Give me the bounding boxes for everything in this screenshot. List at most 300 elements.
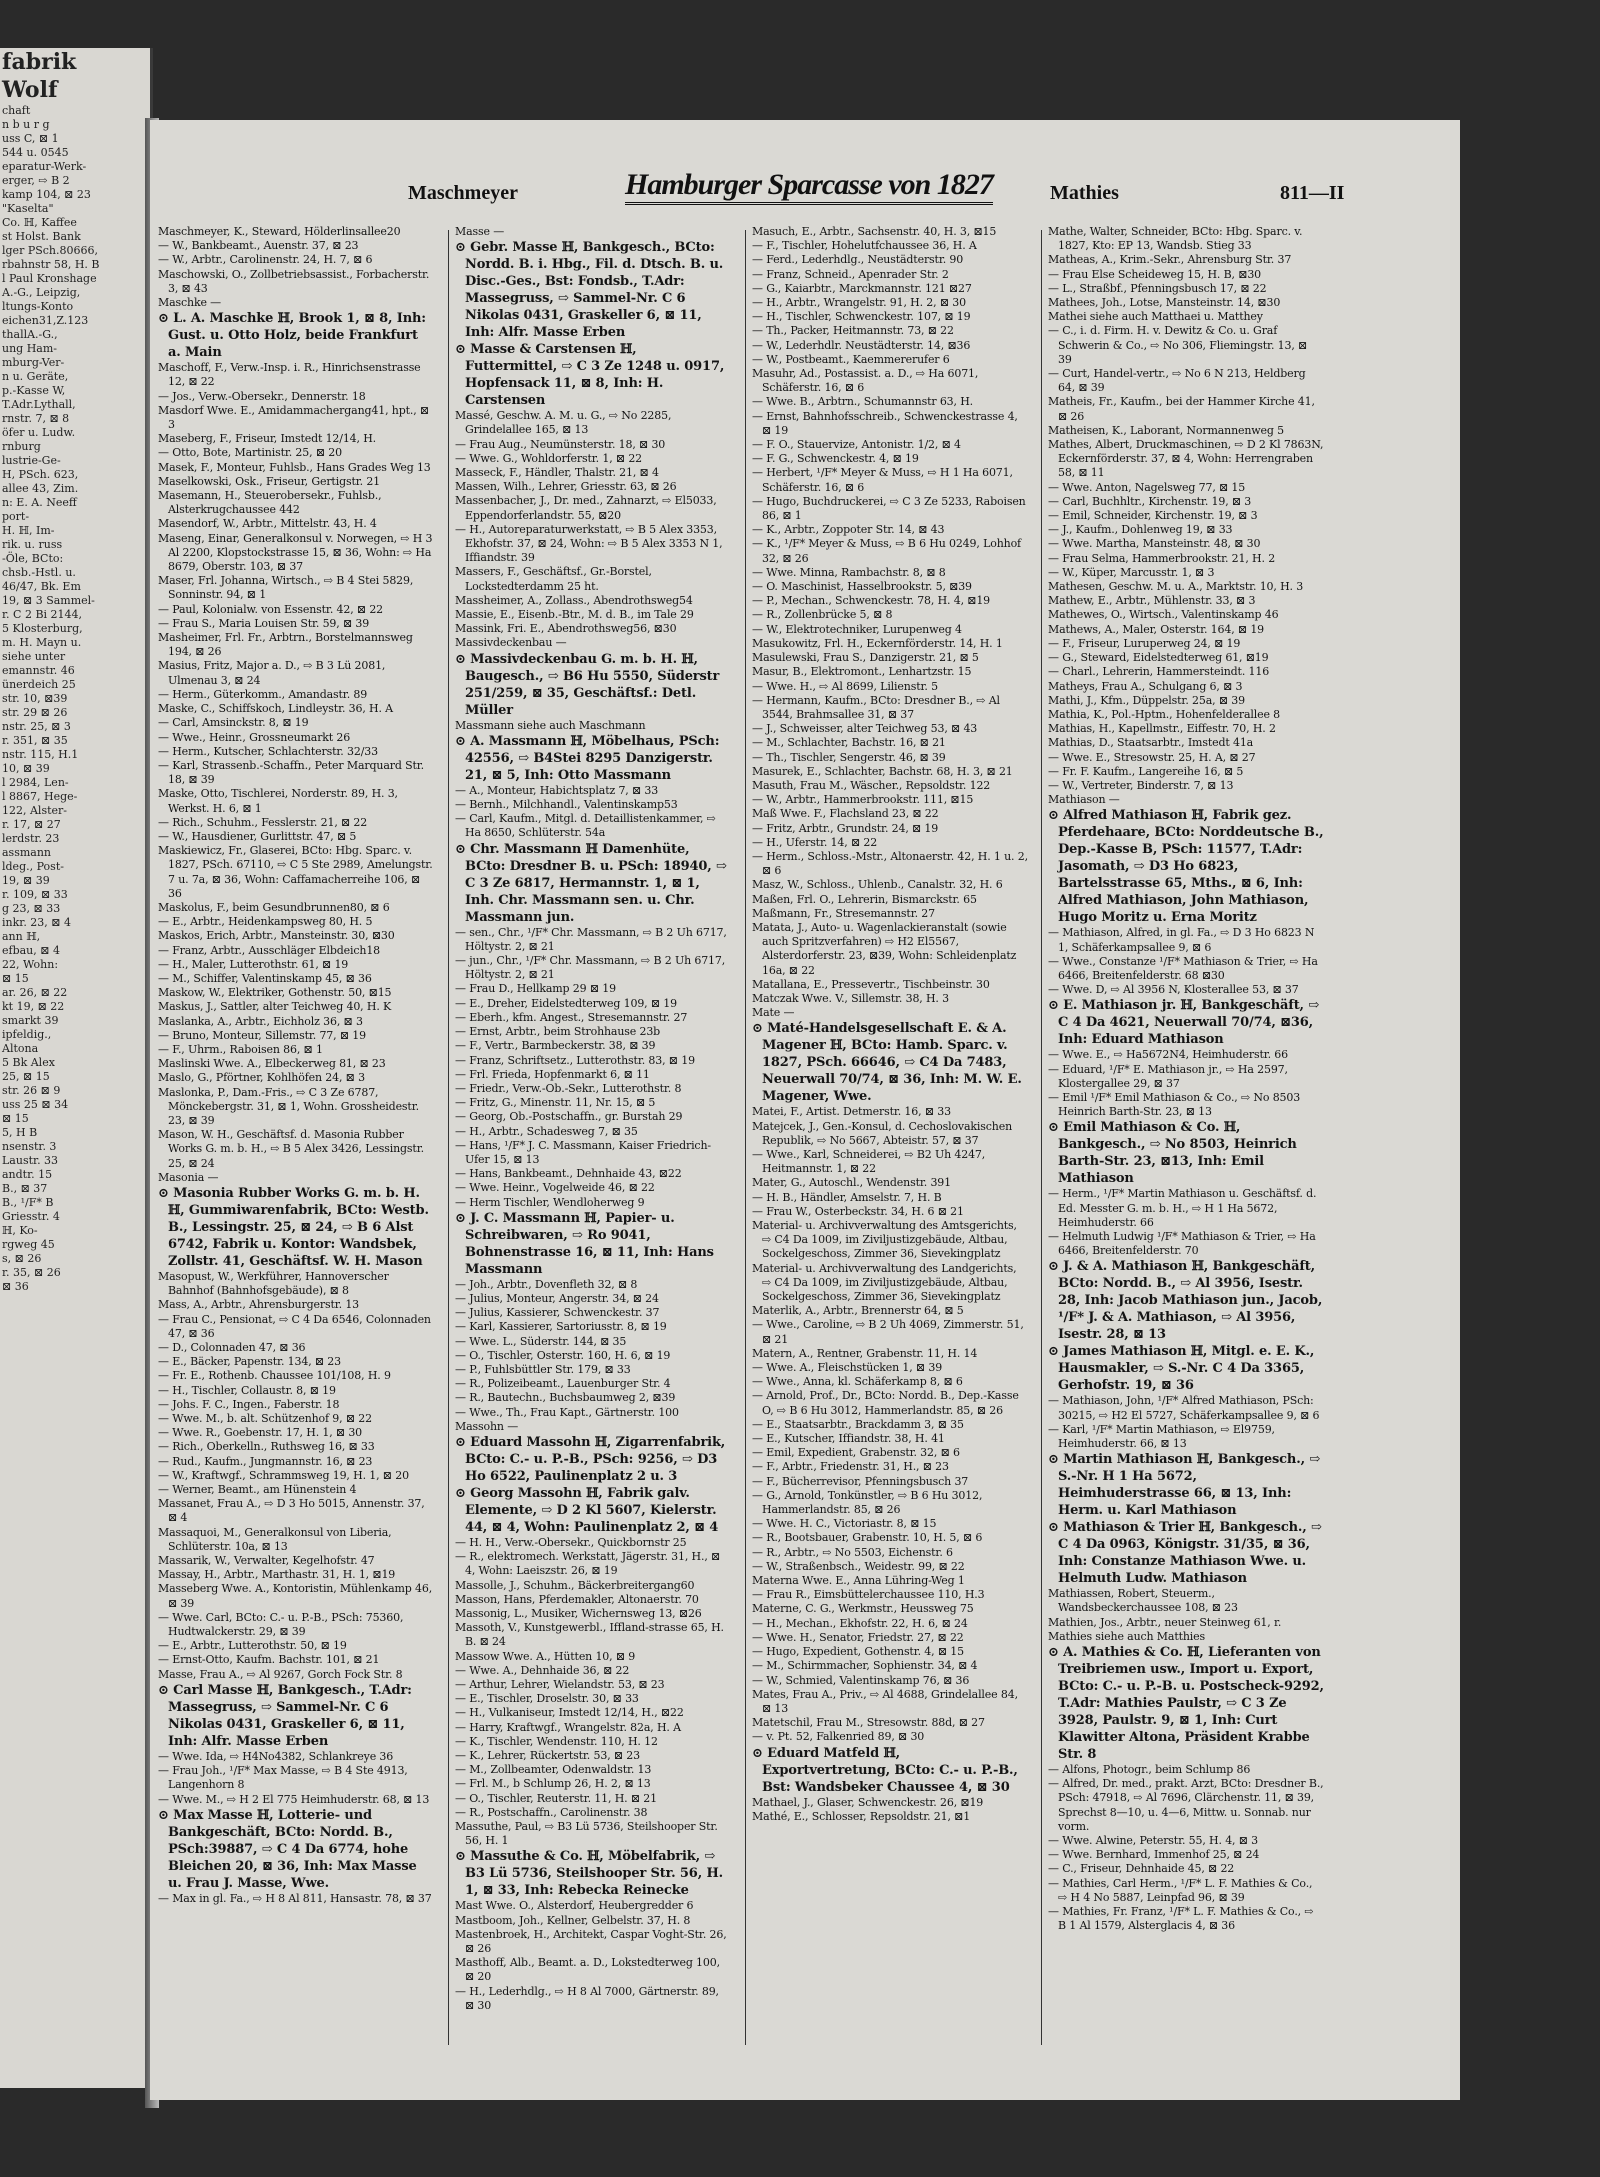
left-page-line: 19, ⊠ 39 bbox=[2, 874, 50, 887]
directory-entry: Mathé, E., Schlosser, Repsoldstr. 21, ⊠1 bbox=[752, 1809, 971, 1823]
directory-entry: — Franz, Schriftsetz., Lutterothstr. 83, ⊠ 19 bbox=[455, 1053, 695, 1067]
directory-entry: — Wwe., Constanze ¹/F* Mathiason & Trier, ⇨ Ha 6466, Breitenfelderstr. 68 ⊠30 bbox=[1048, 954, 1318, 982]
directory-entry: ⊙ Georg Massohn ℍ, Fabrik galv. Elemente, ⇨ D 2 Kl 5607, Kielerstr. 44, ⊠ 4, Wohn: Paulinenplatz 2, ⊠ 4 bbox=[455, 1485, 719, 1535]
directory-entry: — E., Dreher, Eidelstedterweg 109, ⊠ 19 bbox=[455, 996, 677, 1010]
directory-entry: Matallana, E., Pressevertr., Tischbeinstr. 30 bbox=[752, 977, 990, 991]
directory-entry: Mater, G., Autoschl., Wendenstr. 391 bbox=[752, 1176, 951, 1190]
column-rule bbox=[745, 230, 746, 2045]
directory-entry: — R., Polizeibeamt., Lauenburger Str. 4 bbox=[455, 1377, 671, 1391]
left-page-line: H, PSch. 623, bbox=[2, 468, 79, 481]
directory-entry: — Wwe. R., Goebenstr. 17, H. 1, ⊠ 30 bbox=[158, 1426, 363, 1440]
directory-entry: Matata, J., Auto- u. Wagenlackieranstalt (sowie auch Spritzverfahren) ⇨ H2 El5567, Alsterdorferstr. 23, ⊠39, Wohn: Schleidenplatz 16a, ⊠ 22 bbox=[752, 920, 1017, 977]
directory-entry: Masdorf Wwe. E., Amidammachergang41, hpt., ⊠ 3 bbox=[158, 403, 429, 432]
directory-entry: Maskiewicz, Fr., Glaserei, BCto: Hbg. Sparc. v. 1827, PSch. 67110, ⇨ C 5 Ste 2989, Amelungstr. 7 u. 7a, ⊠ 36, Wohn: Caffamacherreihe 106, ⊠ 36 bbox=[158, 844, 433, 900]
directory-entry: — Frl. Frieda, Hopfenmarkt 6, ⊠ 11 bbox=[455, 1067, 650, 1081]
left-page-line: rgweg 45 bbox=[2, 1238, 55, 1251]
directory-entry: — M., Schlachter, Bachstr. 16, ⊠ 21 bbox=[752, 736, 946, 750]
left-page-line: n u. Geräte, bbox=[2, 370, 69, 383]
directory-entry: — Wwe. H. C., Victoriastr. 8, ⊠ 15 bbox=[752, 1517, 937, 1531]
directory-entry: — Eduard, ¹/F* E. Mathiason jr., ⇨ Ha 2597, Klostergallee 29, ⊠ 37 bbox=[1048, 1062, 1288, 1090]
directory-entry: — Herm., ¹/F* Martin Mathiason u. Geschäftsf. d. Ed. Messter G. m. b. H., ⇨ H 1 Ha 5672, Heimhuderstr. 66 bbox=[1048, 1187, 1317, 1229]
directory-entry: — Wwe. E., Stresowstr. 25, H. A, ⊠ 27 bbox=[1048, 750, 1256, 764]
directory-entry: — H., Lederhdlg., ⇨ H 8 Al 7000, Gärtnerstr. 89, ⊠ 30 bbox=[455, 1984, 719, 2012]
directory-entry: Masseberg Wwe. A., Kontoristin, Mühlenkamp 46, ⊠ 39 bbox=[158, 1582, 433, 1610]
directory-entry: — Eberh., kfm. Angest., Stresemannstr. 27 bbox=[455, 1010, 688, 1024]
directory-entry: ⊙ James Mathiason ℍ, Mitgl. e. E. K., Hausmakler, ⇨ S.-Nr. C 4 Da 3365, Gerhofstr. 19, ⊠ 36 bbox=[1048, 1344, 1315, 1394]
directory-entry: — F., Arbtr., Friedenstr. 31, H., ⊠ 23 bbox=[752, 1460, 949, 1474]
directory-entry: — Alfred, Dr. med., prakt. Arzt, BCto: Dresdner B., PSch: 47918, ⇨ Al 7696, Clärchenstr. 11, ⊠ 39, Sprechst 8—10, u. 4—6, Mittw. u. Sonnab. nur vorm. bbox=[1048, 1777, 1324, 1833]
left-page-line: ⊠ 15 bbox=[2, 972, 29, 985]
directory-entry: — E., Arbtr., Lutterothstr. 50, ⊠ 19 bbox=[158, 1639, 347, 1653]
left-page-line: ann ℍ, bbox=[2, 930, 41, 943]
directory-entry: Masse — bbox=[455, 225, 505, 238]
directory-entry: Masseck, F., Händler, Thalstr. 21, ⊠ 4 bbox=[455, 466, 659, 480]
directory-entry: — Wwe. Bernhard, Immenhof 25, ⊠ 24 bbox=[1048, 1848, 1260, 1862]
left-page-line: lerdstr. 23 bbox=[2, 832, 60, 845]
directory-entry: Massheimer, A., Zollass., Abendrothsweg54 bbox=[455, 593, 693, 607]
directory-entry: Matern, A., Rentner, Grabenstr. 11, H. 14 bbox=[752, 1346, 978, 1360]
directory-entry: — Herm Tischler, Wendloherweg 9 bbox=[455, 1195, 645, 1209]
directory-entry: — Wwe. E., ⇨ Ha5672N4, Heimhuderstr. 66 bbox=[1048, 1048, 1289, 1062]
directory-entry: Maskolus, F., beim Gesundbrunnen80, ⊠ 6 bbox=[158, 900, 390, 914]
directory-entry: — M., Schiffer, Valentinskamp 45, ⊠ 36 bbox=[158, 971, 372, 985]
directory-entry: Mathi, J., Kfm., Düppelstr. 25a, ⊠ 39 bbox=[1048, 693, 1245, 707]
directory-entry: — Hermann, Kaufm., BCto: Dresdner B., ⇨ Al 3544, Brahmsallee 31, ⊠ 37 bbox=[752, 693, 1000, 721]
header-last-entry: Mathies bbox=[1050, 182, 1119, 204]
left-page-line: nsenstr. 3 bbox=[2, 1140, 57, 1153]
left-page-line: andtr. 15 bbox=[2, 1168, 53, 1181]
directory-entry: Massarik, W., Verwalter, Kegelhofstr. 47 bbox=[158, 1554, 375, 1568]
left-page-line: ung Ham- bbox=[2, 342, 58, 355]
left-page-line: 5 Klosterburg, bbox=[2, 622, 83, 635]
left-page-line: 46/47, Bk. Em bbox=[2, 580, 81, 593]
left-page-line: p.-Kasse W, bbox=[2, 384, 66, 397]
directory-entry: — Wwe. M., b. alt. Schützenhof 9, ⊠ 22 bbox=[158, 1412, 372, 1426]
directory-entry: — Joh., Arbtr., Dovenfleth 32, ⊠ 8 bbox=[455, 1277, 638, 1291]
directory-entry: Maskow, W., Elektriker, Gothenstr. 50, ⊠15 bbox=[158, 986, 392, 1000]
directory-entry: — Arthur, Lehrer, Wielandstr. 53, ⊠ 23 bbox=[455, 1678, 665, 1691]
directory-entry: — Helmuth Ludwig ¹/F* Mathiason & Trier, ⇨ Ha 6466, Breitenfelderstr. 70 bbox=[1048, 1229, 1316, 1258]
directory-entry: Mates, Frau A., Priv., ⇨ Al 4688, Grindelallee 84, ⊠ 13 bbox=[752, 1687, 1018, 1715]
directory-entry: Massuthe, Paul, ⇨ B3 Lü 5736, Steilshooper Str. 56, H. 1 bbox=[455, 1820, 718, 1848]
left-page-line: "Kaselta" bbox=[2, 202, 54, 215]
left-page-line: siehe unter bbox=[2, 650, 66, 663]
directory-entry: Mathes, Albert, Druckmaschinen, ⇨ D 2 Kl 7863N, Eckernförderstr. 37, ⊠ 4, Wohn: Herrengraben 58, ⊠ 11 bbox=[1048, 438, 1324, 480]
left-page-line: ünerdeich 25 bbox=[2, 678, 76, 691]
directory-entry: Masopust, W., Werkführer, Hannoverscher Bahnhof (Bahnhofsgebäude), ⊠ 8 bbox=[158, 1270, 389, 1298]
directory-entry: — Frau S., Maria Louisen Str. 59, ⊠ 39 bbox=[158, 616, 370, 630]
column-1 bbox=[158, 225, 434, 2050]
directory-entry: Maschowski, O., Zollbetriebsassist., Forbacherstr. 3, ⊠ 43 bbox=[158, 267, 430, 295]
directory-entry: Masuth, Frau M., Wäscher., Repsoldstr. 122 bbox=[752, 778, 991, 792]
directory-entry: Mathiassen, Robert, Steuerm., Wandsbeckerchaussee 108, ⊠ 23 bbox=[1048, 1587, 1238, 1615]
directory-entry: — Herm., Kutscher, Schlachterstr. 32/33 bbox=[158, 744, 378, 758]
directory-entry: Masurek, E., Schlachter, Bachstr. 68, H. 3, ⊠ 21 bbox=[752, 764, 1013, 778]
left-page-line: lustrie-Ge- bbox=[2, 454, 61, 467]
directory-entry: — R., Arbtr., ⇨ No 5503, Eichenstr. 6 bbox=[752, 1545, 953, 1559]
directory-entry: Maseng, Einar, Generalkonsul v. Norwegen, ⇨ H 3 Al 2200, Klopstockstrasse 15, ⊠ 36, Wohn: ⇨ Ha 8679, Oberstr. 103, ⊠ 37 bbox=[158, 531, 433, 574]
left-page-line: l 8867, Hege- bbox=[2, 790, 78, 803]
directory-entry: — R., Bootsbauer, Grabenstr. 10, H. 5, ⊠ 6 bbox=[752, 1531, 983, 1545]
directory-entry: — G., Arnold, Tonkünstler, ⇨ B 6 Hu 3012, Hammerlandstr. 85, ⊠ 26 bbox=[752, 1488, 983, 1517]
directory-entry: Mathewes, O., Wirtsch., Valentinskamp 46 bbox=[1048, 608, 1279, 622]
directory-entry: — W., Kraftwgf., Schrammsweg 19, H. 1, ⊠ 20 bbox=[158, 1468, 409, 1482]
directory-entry: Maslinski Wwe. A., Elbeckerweg 81, ⊠ 23 bbox=[158, 1057, 386, 1071]
directory-entry: — P., Fuhlsbüttler Str. 179, ⊠ 33 bbox=[455, 1362, 631, 1376]
directory-entry: — Otto, Bote, Martinistr. 25, ⊠ 20 bbox=[158, 446, 342, 460]
left-page-line: 19, ⊠ 3 Sammel- bbox=[2, 594, 95, 607]
left-page-line: 544 u. 0545 bbox=[2, 146, 69, 159]
left-page-line: rbahnstr 58, H. B bbox=[2, 258, 100, 271]
left-page-line: chsb.-Hstl. u. bbox=[2, 566, 76, 579]
directory-entry: — Frau D., Hellkamp 29 ⊠ 19 bbox=[455, 982, 616, 996]
directory-entry: — R., Zollenbrücke 5, ⊠ 8 bbox=[752, 608, 893, 622]
directory-entry: Maschke — bbox=[158, 296, 222, 310]
left-page-line: ipfeldig., bbox=[2, 1028, 52, 1041]
directory-entry: Matczak Wwe. V., Sillemstr. 38, H. 3 bbox=[752, 991, 949, 1005]
directory-entry: — Wwe. M., ⇨ H 2 El 775 Heimhuderstr. 68, ⊠ 13 bbox=[158, 1792, 430, 1806]
left-page-line: mburg-Ver- bbox=[2, 356, 65, 369]
directory-entry: — F. G., Schwenckestr. 4, ⊠ 19 bbox=[752, 452, 919, 466]
left-page-line: A.-G., Leipzig, bbox=[2, 286, 81, 299]
left-page-line: lger PSch.80666, bbox=[2, 244, 98, 257]
directory-entry: Material- u. Archivverwaltung des Amtsgerichts, ⇨ C4 Da 1009, im Ziviljustizgebäude, Altbau, Sockelgeschoss, Zimmer 36, Sievekingplatz bbox=[752, 1219, 1017, 1261]
left-page-line: allee 43, Zim. bbox=[2, 482, 79, 495]
directory-entry: — Franz, Schneid., Apenrader Str. 2 bbox=[752, 267, 949, 281]
directory-entry: Maseberg, F., Friseur, Imstedt 12/14, H. bbox=[158, 432, 377, 446]
directory-entry: ⊙ Carl Masse ℍ, Bankgesch., T.Adr: Massegruss, ⇨ Sammel-Nr. C 6 Nikolas 0431, Graskeller 6, ⊠ 11, Inh: Alfr. Masse Erben bbox=[158, 1682, 412, 1749]
left-page-line: kamp 104, ⊠ 23 bbox=[2, 188, 91, 201]
left-page-fragment bbox=[0, 48, 153, 2088]
directory-entry: — E., Tischler, Droselstr. 30, ⊠ 33 bbox=[455, 1692, 639, 1706]
directory-entry: Massé, Geschw. A. M. u. G., ⇨ No 2285, Grindelallee 165, ⊠ 13 bbox=[455, 409, 672, 437]
directory-entry: — K., Arbtr., Zoppoter Str. 14, ⊠ 43 bbox=[752, 523, 945, 537]
directory-entry: — F. O., Stauervize, Antonistr. 1/2, ⊠ 4 bbox=[752, 438, 961, 452]
directory-entry: — Wwe. L., Süderstr. 144, ⊠ 35 bbox=[455, 1334, 627, 1348]
directory-entry: — P., Mechan., Schwenckestr. 78, H. 4, ⊠19 bbox=[752, 594, 991, 608]
directory-entry: ⊙ A. Mathies & Co. ℍ, Lieferanten von Treibriemen usw., Import u. Export, BCto: C.- u. P.-B. u. Postscheck-9292, T.Adr: Mathies Paulstr, ⇨ C 3 Ze 3928, Paulstr. 9, ⊠ 1, Inh: Curt Klawitter Altona, Präsident Krabbe Str. 8 bbox=[1048, 1645, 1324, 1762]
directory-entry: — Harry, Kraftwgf., Wrangelstr. 82a, H. A bbox=[455, 1720, 681, 1734]
left-page-line: fabrik bbox=[2, 49, 77, 75]
directory-entry: Masuhr, Ad., Postassist. a. D., ⇨ Ha 6071, Schäferstr. 16, ⊠ 6 bbox=[752, 367, 979, 395]
directory-entry: Matetschil, Frau M., Stresowstr. 88d, ⊠ 27 bbox=[752, 1716, 985, 1730]
directory-entry: — H., Arbtr., Wrangelstr. 91, H. 2, ⊠ 30 bbox=[752, 296, 966, 310]
left-page-line: ltungs-Konto bbox=[2, 300, 74, 313]
directory-entry: Mathias, H., Kapellmstr., Eiffestr. 70, H. 2 bbox=[1048, 722, 1276, 736]
directory-entry: Mathia, K., Pol.-Hptm., Hohenfelderallee 8 bbox=[1048, 707, 1280, 721]
directory-entry: ⊙ E. Mathiason jr. ℍ, Bankgeschäft, ⇨ C 4 Da 4621, Neuerwall 70/74, ⊠36, Inh: Eduard Mathiason bbox=[1048, 998, 1320, 1048]
directory-entry: ⊙ Gebr. Masse ℍ, Bankgesch., BCto: Nordd. B. i. Hbg., Fil. d. Dtsch. B. u. Disc.-Ges., Bst: Fondsb., T.Adr: Massegruss, ⇨ Sammel-Nr. C 6 Nikolas 0431, Graskeller 6, ⊠ 11, Inh: Alfr. Masse Erben bbox=[455, 240, 724, 341]
directory-entry: — Wwe. Alwine, Peterstr. 55, H. 4, ⊠ 3 bbox=[1048, 1834, 1258, 1848]
directory-entry: — Wwe. Carl, BCto: C.- u. P.-B., PSch: 75360, Hudtwalckerstr. 29, ⊠ 39 bbox=[158, 1610, 404, 1639]
directory-entry: — Frau Joh., ¹/F* Max Masse, ⇨ B 4 Ste 4913, Langenhorn 8 bbox=[158, 1764, 408, 1792]
directory-entry: — Mathies, Fr. Franz, ¹/F* L. F. Mathies & Co., ⇨ B 1 Al 1579, Alsterglacis 4, ⊠ 36 bbox=[1048, 1905, 1314, 1933]
directory-entry: — Hugo, Expedient, Gothenstr. 4, ⊠ 15 bbox=[752, 1645, 964, 1659]
directory-entry: — A., Monteur, Habichtsplatz 7, ⊠ 33 bbox=[455, 783, 659, 797]
header-advertisement: Hamburger Sparcasse von 1827 bbox=[625, 168, 993, 205]
left-page-line: 5 Bk Alex bbox=[2, 1056, 55, 1069]
directory-entry: — Wwe. G., Wohldorferstr. 1, ⊠ 22 bbox=[455, 451, 643, 465]
directory-entry: — Herbert, ¹/F* Meyer & Muss, ⇨ H 1 Ha 6071, Schäferstr. 16, ⊠ 6 bbox=[752, 466, 1013, 494]
directory-entry: — W., Vertreter, Binderstr. 7, ⊠ 13 bbox=[1048, 778, 1234, 792]
left-page-line: 10, ⊠ 39 bbox=[2, 762, 50, 775]
directory-entry: — Wwe. Anton, Nagelsweg 77, ⊠ 15 bbox=[1048, 480, 1246, 494]
directory-entry: — O., Tischler, Reuterstr. 11, H. ⊠ 21 bbox=[455, 1791, 657, 1805]
left-page-line: l Paul Kronshage bbox=[2, 272, 97, 285]
directory-entry: — G., Steward, Eidelstedterweg 61, ⊠19 bbox=[1048, 651, 1269, 665]
directory-entry: — Frau Selma, Hammerbrookstr. 21, H. 2 bbox=[1048, 551, 1276, 565]
directory-entry: — Johs. F. C., Ingen., Faberstr. 18 bbox=[158, 1397, 340, 1411]
directory-entry: — Wwe. H., Senator, Friedstr. 27, ⊠ 22 bbox=[752, 1630, 964, 1644]
directory-entry: Mathias, D., Staatsarbtr., Imstedt 41a bbox=[1048, 736, 1254, 750]
directory-entry: — W., Arbtr., Carolinenstr. 24, H. 7, ⊠ 6 bbox=[158, 253, 373, 267]
directory-entry: Masuch, E., Arbtr., Sachsenstr. 40, H. 3, ⊠15 bbox=[752, 225, 997, 238]
directory-entry: — Werner, Beamt., am Hünenstein 4 bbox=[158, 1483, 357, 1497]
directory-entry: — Frau Else Scheideweg 15, H. B, ⊠30 bbox=[1048, 267, 1262, 281]
left-page-line: Wolf bbox=[2, 77, 58, 103]
directory-entry: — H., Uferstr. 14, ⊠ 22 bbox=[752, 835, 878, 849]
directory-entry: — E., Arbtr., Heidenkampsweg 80, H. 5 bbox=[158, 915, 373, 929]
directory-entry: Maß Wwe. F., Flachsland 23, ⊠ 22 bbox=[752, 807, 939, 821]
directory-entry: — Mathies, Carl Herm., ¹/F* L. F. Mathies & Co., ⇨ H 4 No 5887, Leinpfad 96, ⊠ 39 bbox=[1048, 1876, 1313, 1904]
directory-entry: — Hugo, Buchdruckerei, ⇨ C 3 Ze 5233, Raboisen 86, ⊠ 1 bbox=[752, 494, 1026, 523]
left-page-line: ℍ, Ko- bbox=[2, 1224, 38, 1237]
directory-entry: — Alfons, Photogr., beim Schlump 86 bbox=[1048, 1763, 1251, 1776]
directory-entry: Mathews, A., Maler, Osterstr. 164, ⊠ 19 bbox=[1048, 622, 1265, 636]
directory-entry: Material- u. Archivverwaltung des Landgerichts, ⇨ C4 Da 1009, im Ziviljustizgebäude, Altbau, Sockelgeschoss, Zimmer 36, Sievekingplatz bbox=[752, 1261, 1017, 1304]
directory-entry: — Wwe. B., Arbtrn., Schumannstr 63, H. bbox=[752, 395, 974, 409]
directory-entry: — Rich., Oberkelln., Ruthsweg 16, ⊠ 33 bbox=[158, 1440, 375, 1454]
left-page-line: eparatur-Werk- bbox=[2, 160, 87, 173]
directory-entry: Maselkowski, Osk., Friseur, Gertigstr. 21 bbox=[158, 474, 381, 488]
left-page-line: chaft bbox=[2, 104, 31, 117]
directory-entry: — C., Friseur, Dehnhaide 45, ⊠ 22 bbox=[1048, 1862, 1235, 1876]
directory-entry: — Ernst, Arbtr., beim Strohhause 23b bbox=[455, 1025, 661, 1039]
left-page-line: uss C, ⊠ 1 bbox=[2, 132, 59, 145]
directory-entry: Mathesen, Geschw. M. u. A., Marktstr. 10, H. 3 bbox=[1048, 580, 1304, 594]
directory-entry: Mast Wwe. O., Alsterdorf, Heubergredder 6 bbox=[455, 1899, 694, 1913]
directory-entry: — Julius, Monteur, Angerstr. 34, ⊠ 24 bbox=[455, 1291, 659, 1305]
directory-entry: Masonia — bbox=[158, 1170, 219, 1184]
directory-entry: — Julius, Kassierer, Schwenckestr. 37 bbox=[455, 1306, 660, 1320]
directory-entry: — Fr. F. Kaufm., Langereihe 16, ⊠ 5 bbox=[1048, 764, 1244, 778]
directory-entry: — v. Pt. 52, Falkenried 89, ⊠ 30 bbox=[752, 1730, 925, 1744]
directory-entry: — Fritz, Arbtr., Grundstr. 24, ⊠ 19 bbox=[752, 821, 939, 835]
column-2 bbox=[455, 225, 731, 2050]
left-page-line: m. H. Mayn u. bbox=[2, 636, 82, 649]
directory-entry: Massay, H., Arbtr., Marthastr. 31, H. 1, ⊠19 bbox=[158, 1568, 396, 1582]
directory-entry: — Wwe., Caroline, ⇨ B 2 Uh 4069, Zimmerstr. 51, ⊠ 21 bbox=[752, 1318, 1024, 1346]
directory-entry: — R., Bautechn., Buchsbaumweg 2, ⊠39 bbox=[455, 1391, 676, 1405]
left-page-line: rnburg bbox=[2, 440, 41, 453]
directory-entry: — K., ¹/F* Meyer & Muss, ⇨ B 6 Hu 0249, Lohhof 32, ⊠ 26 bbox=[752, 537, 1021, 565]
directory-entry: Mathe, Walter, Schneider, BCto: Hbg. Sparc. v. 1827, Kto: EP 13, Wandsb. Stieg 33 bbox=[1048, 225, 1303, 253]
directory-entry: — Mathiason, Alfred, in gl. Fa., ⇨ D 3 Ho 6823 N 1, Schäferkampsallee 9, ⊠ 6 bbox=[1048, 926, 1315, 954]
left-page-line: 25, ⊠ 15 bbox=[2, 1070, 50, 1083]
directory-entry: ⊙ Chr. Massmann ℍ Damenhüte, BCto: Dresdner B. u. PSch: 18940, ⇨ C 3 Ze 6817, Hermannstr. 1, ⊠ 1, Inh. Chr. Massmann sen. u. Chr. Massmann jun. bbox=[455, 841, 727, 925]
directory-entry: — E., Staatsarbtr., Brackdamm 3, ⊠ 35 bbox=[752, 1417, 964, 1431]
left-page-line: öfer u. Ludw. bbox=[2, 426, 76, 439]
left-page-line: B., ⊠ 37 bbox=[2, 1182, 48, 1195]
directory-entry: Maske, Otto, Tischlerei, Norderstr. 89, H. 3, Werkst. H. 6, ⊠ 1 bbox=[158, 787, 398, 815]
directory-entry: — Wwe., Th., Frau Kapt., Gärtnerstr. 100 bbox=[455, 1405, 679, 1419]
directory-entry: — F., Vertr., Barmbeckerstr. 38, ⊠ 39 bbox=[455, 1039, 656, 1053]
left-page-line: r. C 2 Bi 2144, bbox=[2, 608, 83, 621]
left-page-line: g 23, ⊠ 33 bbox=[2, 902, 61, 915]
left-page-line: ⊠ 15 bbox=[2, 1112, 29, 1125]
directory-entry: — W., Hausdiener, Gurlittstr. 47, ⊠ 5 bbox=[158, 829, 357, 843]
left-page-line: ldeg., Post- bbox=[2, 860, 64, 873]
directory-entry: — C., i. d. Firm. H. v. Dewitz & Co. u. Graf Schwerin & Co., ⇨ No 306, Fliemingstr. 13, ⊠ 39 bbox=[1048, 324, 1308, 366]
left-page-line: r. 109, ⊠ 33 bbox=[2, 888, 68, 901]
directory-entry: Massolle, J., Schuhm., Bäckerbreitergang60 bbox=[455, 1578, 695, 1592]
left-page-line: assmann bbox=[2, 846, 52, 859]
left-page-line: 122, Alster- bbox=[2, 804, 68, 817]
directory-entry: Mass, A., Arbtr., Ahrensburgerstr. 13 bbox=[158, 1298, 360, 1312]
directory-entry: — Arnold, Prof., Dr., BCto: Nordd. B., Dep.-Kasse O, ⇨ B 6 Hu 3012, Hammerlandstr. 85, ⊠ 26 bbox=[752, 1389, 1019, 1417]
directory-entry: Massohn — bbox=[455, 1419, 519, 1433]
left-page-line: rnstr. 7, ⊠ 8 bbox=[2, 412, 70, 425]
left-page-line: ar. 26, ⊠ 22 bbox=[2, 986, 68, 999]
directory-entry: ⊙ Mathiason & Trier ℍ, Bankgesch., ⇨ C 4 Da 0963, Königstr. 31/35, ⊠ 36, Inh: Constanze Mathiason Wwe. u. Helmuth Ludw. Mathiason bbox=[1048, 1520, 1322, 1587]
directory-entry: — Jos., Verw.-Obersekr., Dennerstr. 18 bbox=[158, 389, 366, 403]
directory-entry: — H., Mechan., Ekhofstr. 22, H. 6, ⊠ 24 bbox=[752, 1616, 968, 1630]
directory-entry: Masthoff, Alb., Beamt. a. D., Lokstedterweg 100, ⊠ 20 bbox=[455, 1956, 720, 1984]
directory-entry: — W., Schmied, Valentinskamp 76, ⊠ 36 bbox=[752, 1673, 970, 1687]
directory-entry: — Herm., Güterkomm., Amandastr. 89 bbox=[158, 687, 368, 701]
directory-entry: Massonig, L., Musiker, Wichernsweg 13, ⊠26 bbox=[455, 1606, 702, 1620]
directory-entry: Mathiason — bbox=[1048, 793, 1120, 807]
directory-entry: — Emil, Schneider, Kirchenstr. 19, ⊠ 3 bbox=[1048, 509, 1258, 523]
directory-entry: Massen, Wilh., Lehrer, Griesstr. 63, ⊠ 26 bbox=[455, 480, 677, 494]
left-page-line: nstr. 115, H.1 bbox=[2, 748, 79, 761]
directory-entry: — G., Kaiarbtr., Marckmannstr. 121 ⊠27 bbox=[752, 281, 972, 295]
directory-entry: ⊙ Masse & Carstensen ℍ, Futtermittel, ⇨ C 3 Ze 1248 u. 0917, Hopfensack 11, ⊠ 8, Inh: H. Carstensen bbox=[455, 342, 725, 409]
directory-entry: ⊙ J. & A. Mathiason ℍ, Bankgeschäft, BCto: Nordd. B., ⇨ Al 3956, Isestr. 28, Inh: Jacob Mathiason jun., Jacob, ¹/F* J. & A. Mathiason, ⇨ Al 3956, Isestr. 28, ⊠ 13 bbox=[1048, 1259, 1323, 1343]
directory-entry: — W., Küper, Marcusstr. 1, ⊠ 3 bbox=[1048, 565, 1215, 579]
directory-entry: — Charl., Lehrerin, Hammersteindt. 116 bbox=[1048, 665, 1270, 679]
directory-entry: — F., Bücherrevisor, Pfenningsbusch 37 bbox=[752, 1474, 969, 1488]
directory-entry: — F., Friseur, Luruperweg 24, ⊠ 19 bbox=[1048, 636, 1241, 650]
directory-entry: Masson, Hans, Pferdemakler, Altonaerstr. 70 bbox=[455, 1592, 699, 1606]
directory-entry: Massaquoi, M., Generalkonsul von Liberia, Schlüterstr. 10a, ⊠ 13 bbox=[158, 1525, 392, 1553]
directory-entry: — Th., Packer, Heitmannstr. 73, ⊠ 22 bbox=[752, 324, 954, 338]
column-4 bbox=[1048, 225, 1324, 2050]
directory-entry: Matheisen, K., Laborant, Normannenweg 5 bbox=[1048, 423, 1285, 437]
directory-entry: — Frau W., Osterbeckstr. 34, H. 6 ⊠ 21 bbox=[752, 1204, 964, 1218]
header-first-entry: Maschmeyer bbox=[408, 182, 518, 204]
directory-entry: — Emil, Expedient, Grabenstr. 32, ⊠ 6 bbox=[752, 1446, 960, 1460]
directory-entry: Mathien, Jos., Arbtr., neuer Steinweg 61, r. bbox=[1048, 1615, 1282, 1629]
directory-entry: — H., Arbtr., Schadesweg 7, ⊠ 35 bbox=[455, 1124, 638, 1138]
directory-entry: Materna Wwe. E., Anna Lühring-Weg 1 bbox=[752, 1574, 965, 1588]
directory-entry: ⊙ Massivdeckenbau G. m. b. H. ℍ, Baugesch., ⇨ B6 Hu 5550, Süderstr 251/259, ⊠ 35, Geschäftsf.: Detl. Müller bbox=[455, 651, 720, 718]
directory-entry: — Wwe. Martha, Mansteinstr. 48, ⊠ 30 bbox=[1048, 537, 1261, 551]
left-page-line: str. 29 ⊠ 26 bbox=[2, 706, 68, 719]
left-page-line: Griesstr. 4 bbox=[2, 1210, 60, 1223]
directory-entry: — jun., Chr., ¹/F* Chr. Massmann, ⇨ B 2 Uh 6717, Höltystr. 2, ⊠ 21 bbox=[455, 954, 726, 982]
directory-entry: Massink, Fri. E., Abendrothsweg56, ⊠30 bbox=[455, 622, 677, 636]
left-page-line: smarkt 39 bbox=[2, 1014, 59, 1027]
directory-entry: Maslo, G., Pförtner, Kohlhöfen 24, ⊠ 3 bbox=[158, 1071, 365, 1085]
directory-entry: — Carl, Kaufm., Mitgl. d. Detaillistenkammer, ⇨ Ha 8650, Schlüterstr. 54a bbox=[455, 812, 716, 840]
left-page-line: emannstr. 46 bbox=[2, 664, 75, 677]
directory-entry: Maskus, J., Sattler, alter Teichweg 40, H. K bbox=[158, 1000, 392, 1014]
directory-entry: — E., Kutscher, Iffiandstr. 38, H. 41 bbox=[752, 1432, 945, 1446]
directory-entry: ⊙ Eduard Massohn ℍ, Zigarrenfabrik, BCto: C.- u. P.-B., PSch: 9256, ⇨ D3 Ho 6522, Paulinenplatz 2 u. 3 bbox=[455, 1434, 726, 1484]
directory-entry: — Fr. E., Rothenb. Chaussee 101/108, H. 9 bbox=[158, 1369, 391, 1383]
directory-entry: Mathies siehe auch Matthies bbox=[1048, 1629, 1206, 1643]
directory-entry: — Carl, Amsinckstr. 8, ⊠ 19 bbox=[158, 716, 309, 730]
directory-entry: Massivdeckenbau — bbox=[455, 636, 567, 650]
left-page-line: rik. u. russ bbox=[2, 538, 63, 551]
directory-entry: ⊙ Massuthe & Co. ℍ, Möbelfabrik, ⇨ B3 Lü 5736, Steilshooper Str. 56, H. 1, ⊠ 33, Inh: Rebecka Reinecke bbox=[455, 1849, 723, 1899]
directory-entry: — D., Colonnaden 47, ⊠ 36 bbox=[158, 1341, 306, 1355]
directory-entry: Mason, W. H., Geschäftsf. d. Masonia Rubber Works G. m. b. H., ⇨ B 5 Alex 3426, Lessingstr. 25, ⊠ 24 bbox=[158, 1128, 424, 1170]
directory-entry: — Wwe. A., Dehnhaide 36, ⊠ 22 bbox=[455, 1663, 630, 1677]
directory-entry: ⊙ Masonia Rubber Works G. m. b. H. ℍ, Gummiwarenfabrik, BCto: Westb. B., Lessingstr. 25, ⊠ 24, ⇨ B 6 Alst 6742, Fabrik u. Kontor: Wandsbek, Zollstr. 41, Geschäftsf. W. H. Mason bbox=[158, 1186, 429, 1269]
directory-entry: ⊙ J. C. Massmann ℍ, Papier- u. Schreibwaren, ⇨ Ro 9041, Bohnenstrasse 16, ⊠ 11, Inh: Hans Massmann bbox=[455, 1210, 714, 1277]
directory-entry: — M., Zollbeamter, Odenwaldstr. 13 bbox=[455, 1763, 652, 1777]
directory-entry: Massers, F., Geschäftsf., Gr.-Borstel, Lockstedterdamm 25 ht. bbox=[455, 565, 652, 593]
directory-entry: Maßen, Frl. O., Lehrerin, Bismarckstr. 65 bbox=[752, 892, 977, 906]
directory-entry: Massanet, Frau A., ⇨ D 3 Ho 5015, Annenstr. 37, ⊠ 4 bbox=[158, 1497, 425, 1525]
directory-entry: — M., Schirmmacher, Sophienstr. 34, ⊠ 4 bbox=[752, 1659, 978, 1673]
left-page-line: H. ℍ, Im- bbox=[2, 524, 55, 537]
directory-entry: — H. B., Händler, Amselstr. 7, H. B bbox=[752, 1190, 942, 1204]
directory-entry: — H., Tischler, Schwenckestr. 107, ⊠ 19 bbox=[752, 310, 971, 324]
directory-entry: — H. H., Verw.-Obersekr., Quickbornstr 25 bbox=[455, 1535, 687, 1549]
directory-entry: Massie, E., Eisenb.-Btr., M. d. B., im Tale 29 bbox=[455, 608, 694, 622]
directory-entry: Masius, Fritz, Major a. D., ⇨ B 3 Lü 2081, Ulmenau 3, ⊠ 24 bbox=[158, 659, 386, 687]
page-number: 811—II bbox=[1280, 182, 1345, 204]
directory-entry: Maslanka, A., Arbtr., Eichholz 36, ⊠ 3 bbox=[158, 1014, 363, 1028]
directory-entry: ⊙ L. A. Maschke ℍ, Brook 1, ⊠ 8, Inh: Gust. u. Otto Holz, beide Frankfurt a. Main bbox=[158, 311, 426, 361]
directory-entry: — W., Postbeamt., Kaemmererufer 6 bbox=[752, 352, 950, 366]
directory-entry: — R., elektromech. Werkstatt, Jägerstr. 31, H., ⊠ 4, Wohn: Laeiszstr. 26, ⊠ 19 bbox=[455, 1550, 721, 1578]
directory-entry: Matei, F., Artist. Detmerstr. 16, ⊠ 33 bbox=[752, 1105, 951, 1119]
directory-entry: — J., Kaufm., Dohlenweg 19, ⊠ 33 bbox=[1048, 523, 1233, 537]
directory-entry: — R., Postschaffn., Carolinenstr. 38 bbox=[455, 1805, 648, 1819]
left-page-line: nstr. 25, ⊠ 3 bbox=[2, 720, 71, 733]
directory-entry: Maschoff, F., Verw.-Insp. i. R., Hinrichsenstrasse 12, ⊠ 22 bbox=[158, 361, 421, 389]
directory-entry: — W., Arbtr., Hammerbrookstr. 111, ⊠15 bbox=[752, 793, 974, 807]
directory-entry: — Friedr., Verw.-Ob.-Sekr., Lutterothstr. 8 bbox=[455, 1081, 682, 1095]
directory-entry: — W., Lederhdlr. Neustädterstr. 14, ⊠36 bbox=[752, 338, 971, 352]
directory-entry: — Emil ¹/F* Emil Mathiason & Co., ⇨ No 8503 Heinrich Barth-Str. 23, ⊠ 13 bbox=[1048, 1090, 1301, 1119]
directory-entry: — H., Vulkaniseur, Imstedt 12/14, H., ⊠22 bbox=[455, 1706, 684, 1720]
directory-entry: — Wwe. D, ⇨ Al 3956 N, Klosterallee 53, ⊠ 37 bbox=[1048, 983, 1299, 997]
left-page-line: l 2984, Len- bbox=[2, 776, 69, 789]
directory-entry: Matheas, A., Krim.-Sekr., Ahrensburg Str. 37 bbox=[1048, 253, 1292, 267]
left-page-line: 22, Wohn: bbox=[2, 958, 59, 971]
left-page-line: st Holst. Bank bbox=[2, 230, 81, 243]
directory-entry: Matheis, Fr., Kaufm., bei der Hammer Kirche 41, ⊠ 26 bbox=[1048, 395, 1315, 423]
directory-entry: — Frau C., Pensionat, ⇨ C 4 Da 6546, Colonnaden 47, ⊠ 36 bbox=[158, 1312, 431, 1340]
directory-entry: Masse, Frau A., ⇨ Al 9267, Gorch Fock Str. 8 bbox=[158, 1667, 403, 1681]
directory-entry: — Paul, Kolonialw. von Essenstr. 42, ⊠ 22 bbox=[158, 602, 384, 616]
directory-entry: — Wwe. A., Fleischstücken 1, ⊠ 39 bbox=[752, 1361, 943, 1375]
column-rule bbox=[1041, 230, 1042, 2045]
directory-entry: — Max in gl. Fa., ⇨ H 8 Al 811, Hansastr. 78, ⊠ 37 bbox=[158, 1891, 432, 1905]
directory-entry: — O., Tischler, Osterstr. 160, H. 6, ⊠ 19 bbox=[455, 1348, 671, 1362]
directory-entry: — Ernst-Otto, Kaufm. Bachstr. 101, ⊠ 21 bbox=[158, 1653, 380, 1667]
directory-entry: — H., Maler, Lutterothstr. 61, ⊠ 19 bbox=[158, 957, 349, 971]
directory-entry: Matejcek, J., Gen.-Konsul, d. Cechoslovakischen Republik, ⇨ No 5667, Abteistr. 57, ⊠ 37 bbox=[752, 1119, 1013, 1147]
directory-entry: Mate — bbox=[752, 1006, 795, 1020]
directory-entry: ⊙ Martin Mathiason ℍ, Bankgesch., ⇨ S.-Nr. H 1 Ha 5672, Heimhuderstrasse 66, ⊠ 13, Inh: Herm. u. Karl Mathiason bbox=[1048, 1452, 1321, 1519]
directory-entry: — Karl, ¹/F* Martin Mathiason, ⇨ El9759, Heimhuderstr. 66, ⊠ 13 bbox=[1048, 1422, 1275, 1450]
